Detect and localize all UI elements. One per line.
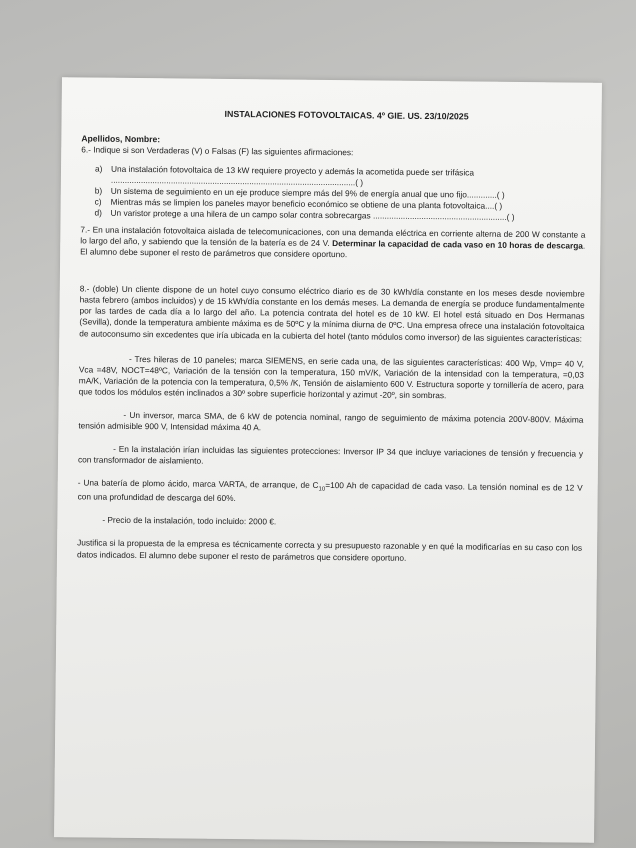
exam-sheet: [54, 77, 602, 843]
question-8-price: - Precio de la instalación, todo incluido: 2000 €.: [102, 515, 277, 527]
exam-content: [77, 107, 587, 565]
question-8-inverter: - Un inversor, marca SMA, de 6 kW de potencia nominal, rango de seguimiento de máxima potencia 200V-800V. Máxima tensión admisible 900 V, Intensidad máxima 40 A.: [78, 409, 584, 433]
question-8-final: Justifica si la propuesta de la empresa es técnicamente correcta y su presupuesto razonable y en qué la modificarías en su caso con los datos indicados. El alumno debe suponer el resto de parámetros que considere oportuno.: [76, 537, 583, 563]
question-6-list: [95, 164, 587, 224]
question-8-battery: [78, 477, 583, 508]
question-7-text-b: . El alumno debe suponer el resto de parámetros que considere oportuno.: [80, 240, 586, 260]
item-text: Una instalación fotovoltaica de 13 kW requiere proyecto y además la acometida puede ser trifásica ..........................................................................................................( ): [110, 163, 475, 188]
battery-text-a: - Una batería de plomo ácido, marca VARTA, de arranque, de C: [77, 477, 319, 490]
question-8-panels: - Tres hileras de 10 paneles; marca SIEMENS, en serie cada una, de las siguientes características: 400 Wp, Vmp= 40 V, Vca =48V, NOCT=48ºC, Variación de la tensión con la temperatura, 150 mV/K, Variación de la intensidad con la temperatura, =0,03 mA/K, Variación de la potencia con la temperatura, 0,5% /K, Tensión de aislamiento 600 V. Estructura soporte y tornillería de acero, para que todos los módulos estén inclinados a 30º sobre superficie horizontal y azimut -20º, sin sombras.: [78, 353, 585, 400]
item-text: Un varistor protege a una hilera de un campo solar contra sobrecargas ..........................................................( ): [110, 207, 515, 223]
name-label: Apellidos, Nombre:: [81, 133, 161, 144]
item-letter: d): [94, 207, 103, 218]
item-text: Un sistema de seguimiento en un eje produce siempre más del 9% de energía anual que uno fijo.............( ): [110, 185, 505, 201]
item-letter: a): [94, 163, 103, 174]
battery-text-b: =100 Ah de capacidad de cada vaso. La tensión nominal es de 12 V con una profundidad de descarga del 60%.: [77, 479, 583, 504]
question-8-intro: 8.- (doble) Un cliente dispone de un hotel cuyo consumo eléctrico diario es de 30 kWh/día constante en los meses desde noviembre hasta febrero (ambos incluidos) y de 15 kWh/día constante en los demás meses. La demanda de energía se produce fundamentalmente por las tardes de cada día a lo largo del año. La potencia contrata del hotel es de 10 kW. El hotel está situado en Dos Hermanas (Sevilla), donde la temperatura ambiente máxima es de 50ºC y la mínima diurna de 0ºC. Una empresa ofrece una instalación fotovoltaica de autoconsumo sin excedentes que iría ubicada en la cubierta del hotel (tanto módulos como inversor) de las siguientes características:: [79, 283, 585, 344]
item-letter: b): [94, 185, 103, 196]
question-6-intro: 6.- Indique si son Verdaderas (V) o Falsas (F) las siguientes afirmaciones:: [81, 144, 354, 158]
item-letter: c): [94, 196, 102, 207]
battery-subscript: 10: [318, 486, 326, 493]
question-7-text-a: 7.- En una instalación fotovoltaica aislada de telecomunicaciones, con una demanda eléctrica en corriente alterna de 200 W constante a lo largo del año, y sabiendo que la tensión de la batería es de 24 V.: [80, 224, 586, 249]
exam-title: INSTALACIONES FOTOVOLTAICAS. 4º GIE. US. 23/10/2025: [224, 108, 469, 122]
question-7: [80, 225, 585, 263]
question-7-bold: Determinar la capacidad de cada vaso en 10 horas de descarga: [332, 238, 583, 251]
question-8-protections: - En la instalación irían incluidas las siguientes protecciones: Inversor IP 34 que incluye variaciones de tensión y frecuencia y con transformador de aislamiento.: [77, 443, 584, 466]
item-text: Mientras más se limpien los paneles mayor beneficio económico se obtiene de una planta fotovoltaica....( ): [110, 196, 503, 212]
